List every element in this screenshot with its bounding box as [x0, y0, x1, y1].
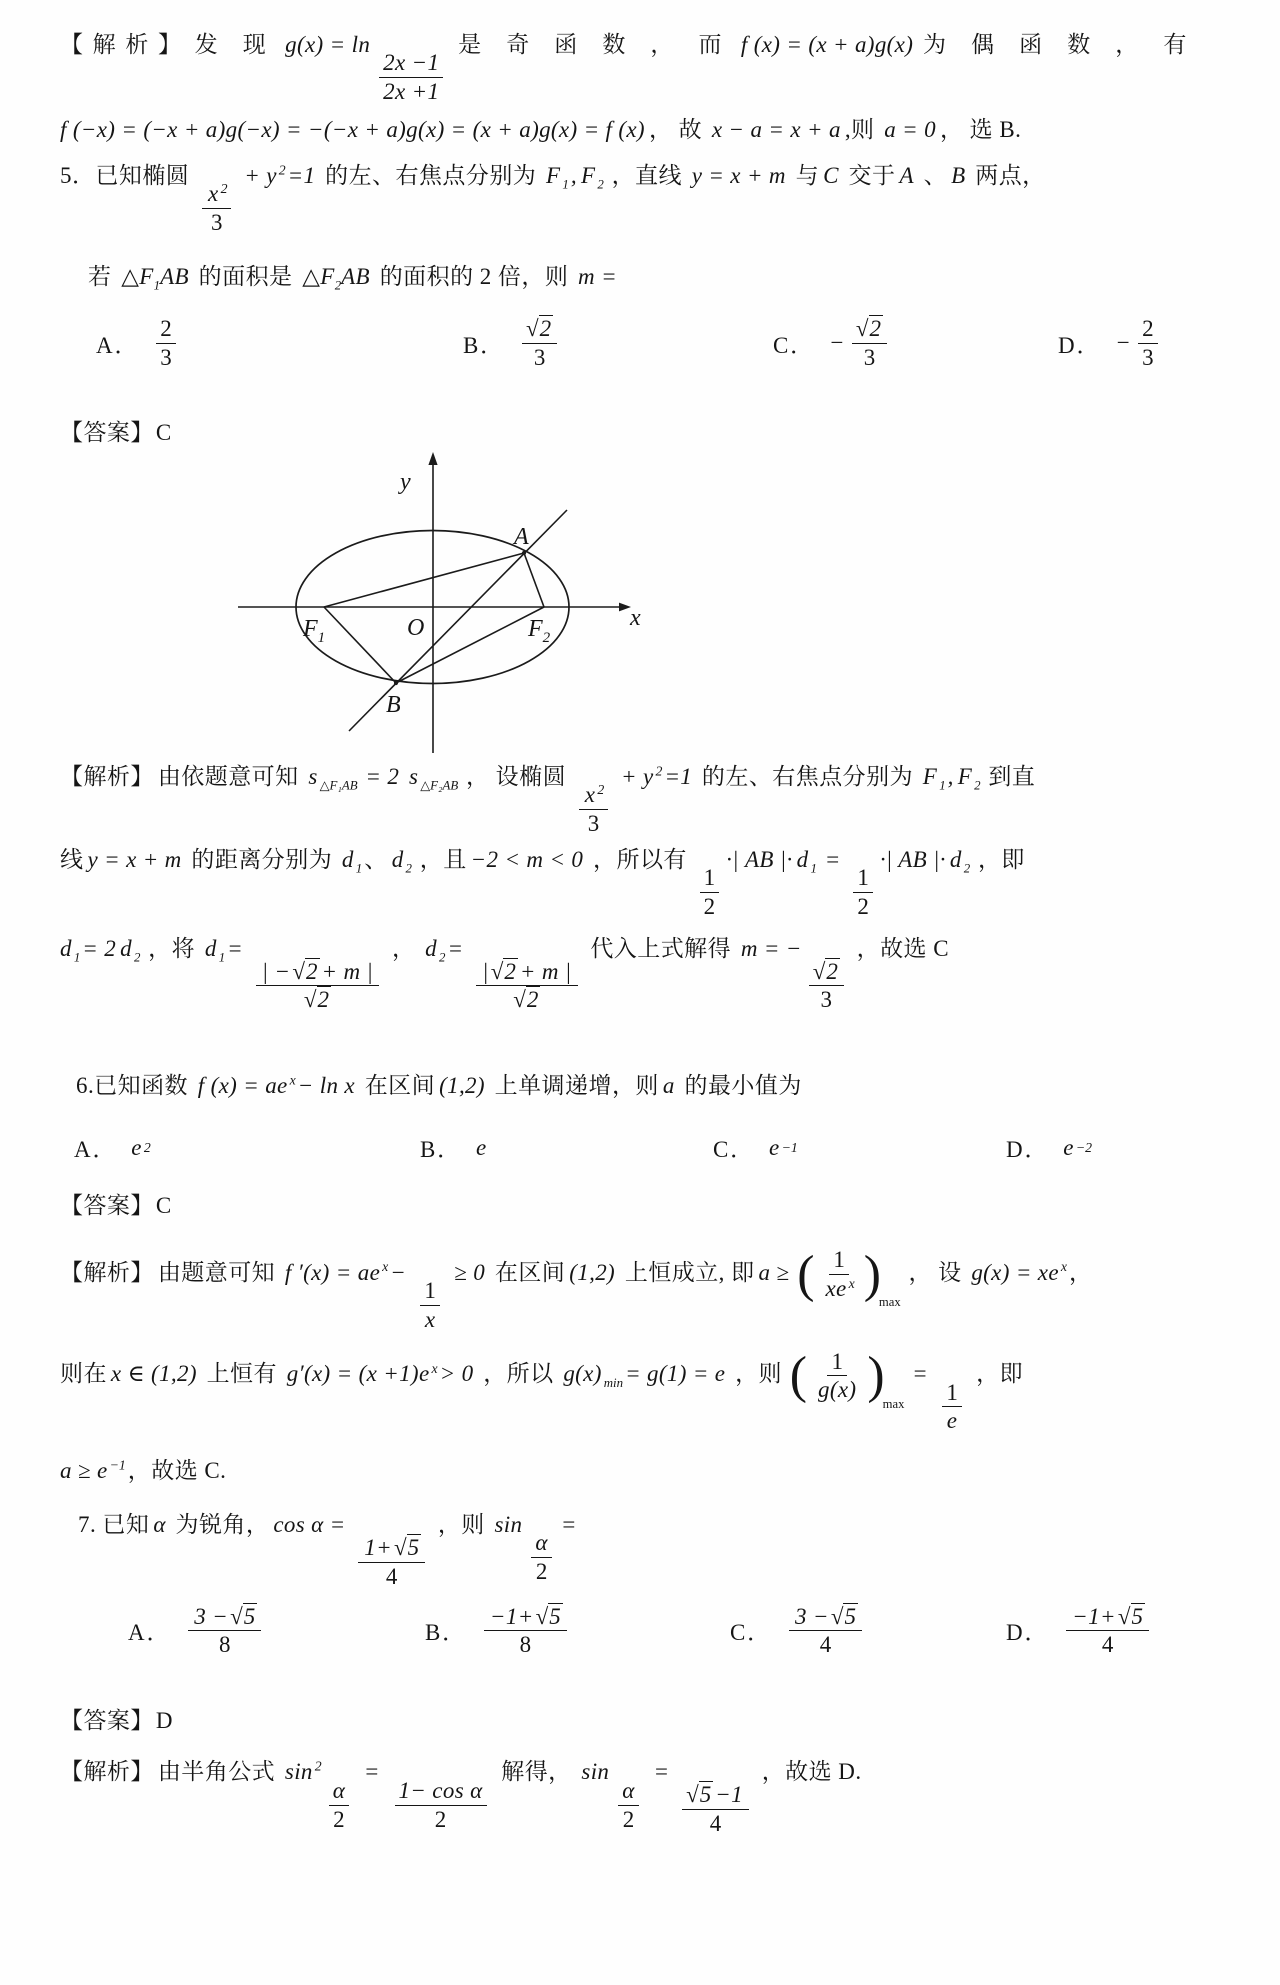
math-run: f (x) = (x + a)g(x): [740, 32, 914, 57]
triangle-F2AB: $\triangle F_2AB$: [302, 263, 370, 293]
analysis-label: 【解析】: [60, 1759, 154, 1785]
point-A: [522, 551, 526, 555]
fraction-result: $\frac{√5 -1}{4}$: [682, 1782, 749, 1837]
fraction: $\frac{2x -1}{2x +1}$: [377, 50, 445, 105]
ellipse-figure-svg: [226, 448, 646, 756]
q7-option-d: D． $\frac{-1+√5}{4}$: [1006, 1604, 1154, 1659]
question-number: 6.已知函数: [76, 1073, 189, 1099]
parenthesized-fraction: ( $\frac{1}{g(x)}$ ): [789, 1347, 885, 1405]
fraction-alpha-2: $\frac{\alpha}{2}$: [529, 1530, 553, 1585]
answer-value: C: [155, 420, 172, 445]
fraction-cos: $\frac{1+√5}{4}$: [358, 1535, 425, 1590]
analysis-label: 【解析】: [60, 1259, 154, 1285]
q5-answer-line: [58, 418, 1230, 448]
q4-solution-line-1: 【解析】 发 现 g(x) = ln $\frac{2x -1}{2x +1}$ 是 奇 函 数 ， 而 f (x) = (x + a)g(x) 为 偶 函 数 ， 有: [60, 32, 1196, 105]
sqrt: √5: [230, 1603, 256, 1629]
q7-answer-line: [58, 1706, 1230, 1736]
fraction-halfangle: $\frac{\text{1− cos α}}{2}$: [393, 1778, 489, 1833]
q6-option-d: D． e −2: [1006, 1134, 1093, 1163]
label-x: x: [630, 604, 641, 631]
analysis-label: 【解析】: [60, 32, 191, 57]
q5-stem-line-1: 5．已知椭圆 $\frac{x ^2}{3}$ + y $^2$=1 的左、右焦点分别为 F $_1$, F $_2$ ，直线 y = x + m 与 C 交于 A 、 B 两点，: [60, 162, 1046, 235]
parenthesized-fraction: ( $\frac{1}{xe ^x}$ ): [797, 1245, 881, 1303]
q6-stem-line: 6.已知函数 f (x) = ae $^x$− ln x 在区间 (1,2) 上单调递增，则 a 的最小值为: [76, 1072, 802, 1099]
sqrt: √2: [303, 987, 330, 1013]
answer-value: C: [155, 1193, 172, 1219]
label-F2: $F_2$: [528, 615, 551, 646]
q6-solution-line-1: 【解析】 由题意可知 f ′(x) = ae $^x$− $\frac{1}{x}$ ≥ 0 在区间 (1,2) 上恒成立, 即 a ≥ ( $\frac{1}{xe ^x}$ ) $_{max}$ ， 设 g(x) = xe $^x$，: [60, 1245, 1093, 1332]
q6-option-a: A． e 2: [74, 1134, 151, 1163]
answer-label: 【答案】: [60, 1193, 154, 1219]
q7-option-c: C． $\frac{3 -√5}{4}$: [730, 1604, 867, 1659]
question-number: 5．已知椭圆: [60, 162, 190, 188]
q6-options-row: [58, 1131, 1230, 1173]
label-F1: $F_1$: [303, 615, 326, 646]
question-number: 7. 已知: [78, 1512, 150, 1538]
q5-stem-line-2: 若 $\triangle F_1AB$ 的面积是 $\triangle F_2AB$ 的面积的 2 倍，则 m =: [88, 263, 617, 293]
sqrt: √2: [490, 958, 516, 984]
q7-options-row: [58, 1604, 1230, 1700]
q5-option-b: B． $\frac{√2}{3}$: [463, 316, 562, 371]
q5-solution-line-3: d $_1$= 2 d $_2$ ，将 d $_1$= $\frac{| -√2 + m |}{√2}$ ， d $_2$= $\frac{|√2 + m |}{√2}$ 代入上式解得 m = − $\frac{√2}{3}$ ，故选 C: [60, 935, 950, 1013]
answer-label: 【答案】: [60, 420, 154, 445]
q6-answer-line: [58, 1191, 1230, 1221]
triangle-F1AB: $\triangle F_1AB$: [121, 263, 189, 293]
q5-option-c: C． − $\frac{√2}{3}$: [773, 316, 892, 371]
sqrt: √5: [535, 1603, 561, 1629]
label-A: A: [514, 523, 529, 550]
q6-solution-line-3: a ≥ e $^{-1}$，故选 C.: [60, 1457, 227, 1484]
y-axis-arrow: [428, 452, 437, 465]
sqrt: √2: [526, 316, 552, 341]
q5-solution-line-1: 【解析】 由依题意可知 s $_{\triangle F_1AB}$ = 2 s $_{\triangle F_2AB}$ ， 设椭圆 $\frac{x ^2}{3}$ + y $^2$=1 的左、右焦点分别为 F $_1$, F $_2$ 到直: [60, 763, 1036, 837]
q4-solution-line-2: f (−x) = (−x + a)g(−x) = −(−x + a)g(x) = (x + a)g(x) = f (x) ， 故 x − a = x + a ,则 a = 0 ， 选 B.: [60, 116, 1022, 142]
sqrt: √2: [513, 987, 539, 1013]
sqrt: √5: [830, 1603, 856, 1629]
math-run: g(x) = ln: [285, 32, 371, 57]
sqrt: √2: [292, 958, 318, 984]
label-O: O: [407, 614, 425, 641]
q7-option-b: B． $\frac{-1+√5}{8}$: [425, 1604, 572, 1659]
sqrt: √5: [686, 1782, 712, 1808]
analysis-label: 【解析】: [60, 763, 154, 789]
segment-F1A: [324, 553, 524, 607]
q7-solution-line: 【解析】 由半角公式 sin $^2$ $\frac{\alpha}{2}$ = $\frac{\text{1− cos α}}{2}$ 解得， sin $\frac{\alpha}{2}$ = $\frac{√5 -1}{4}$ ，故选 D.: [60, 1758, 862, 1837]
label-y: y: [400, 468, 411, 495]
min-subscript: min: [603, 1375, 624, 1390]
answer-value: D: [155, 1707, 173, 1733]
q6-solution-line-2: 则在 x ∈ (1,2) 上恒有 g′(x) = (x +1)e $^x$> 0 ，所以 g(x) $_{min}$= g(1) = e ，则 ( $\frac{1}{g(x)}$ ) $_{max}$ = $\frac{1}{e}$ ，即: [60, 1347, 1024, 1434]
sqrt: √2: [855, 316, 882, 341]
sqrt: √5: [393, 1535, 420, 1561]
q5-figure: [226, 448, 1230, 762]
q7-option-a: A． $\frac{3 -√5}{8}$: [128, 1604, 266, 1659]
max-subscript: max: [878, 1295, 901, 1310]
fraction-d1: $\frac{| -√2 + m |}{√2}$: [256, 959, 379, 1014]
q5-option-a: A． $\frac{2}{3}$: [96, 316, 181, 371]
q5-options-row: [58, 316, 1230, 408]
fraction-d2: $\frac{|√2 + m |}{√2}$: [476, 959, 577, 1014]
math-run: f (−x) = (−x + a)g(−x) = −(−x + a)g(x) = (x + a)g(x) = f (x): [60, 116, 645, 142]
fraction-alpha-2: $\frac{\alpha}{2}$: [616, 1778, 640, 1833]
max-subscript: max: [882, 1396, 905, 1411]
sqrt: √2: [812, 958, 838, 984]
sqrt: √5: [1117, 1603, 1143, 1629]
q6-option-c: C． e −1: [713, 1134, 798, 1163]
fraction-x2-3: $\frac{x ^2}{3}$: [202, 181, 231, 236]
q5-solution-line-2: 线 y = x + m 的距离分别为 d $_1$、 d $_2$ ，且 −2 < m < 0 ，所以有 $\frac{1}{2}$ ·| AB |· d $_1$ = $\frac{1}{2}$ ·| AB |· d $_2$ ，即: [60, 846, 1025, 919]
q7-stem-line: 7. 已知 α 为锐角， cos α = $\frac{1+√5}{4}$ ，则 sin $\frac{\alpha}{2}$ =: [78, 1512, 577, 1589]
q6-option-b: B． e: [420, 1134, 487, 1163]
label-B: B: [386, 691, 401, 718]
answer-label: 【答案】: [60, 1707, 154, 1733]
fraction-sqrt2-3: $\frac{√2}{3}$: [809, 959, 844, 1014]
point-B: [394, 681, 398, 685]
q5-option-d: D． − $\frac{2}{3}$: [1058, 316, 1163, 371]
fraction-x2-3: $\frac{x ^2}{3}$: [579, 782, 608, 837]
fraction-alpha-2: $\frac{\alpha}{2}$: [327, 1778, 351, 1833]
